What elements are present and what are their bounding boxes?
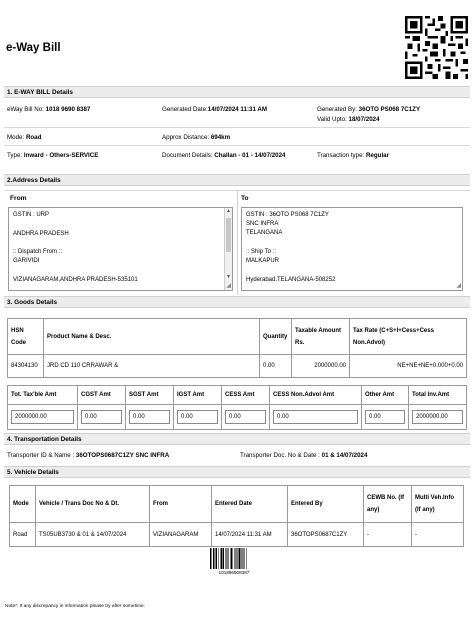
totals-col: Other Amt bbox=[362, 386, 409, 405]
to-line: TELANGANA bbox=[246, 230, 283, 236]
section-goods-header: 3. Goods Details bbox=[4, 296, 470, 308]
qr-code bbox=[405, 16, 468, 79]
bill-no-value: 1018 9690 8387 bbox=[45, 106, 91, 113]
goods-taxable: 2000000.00 bbox=[292, 355, 350, 378]
to-line: Hyderabad,TELANGANA-508252 bbox=[246, 277, 336, 283]
from-line: VIZIANAGARAM,ANDHRA PRADESH-535101 bbox=[13, 277, 138, 283]
transporter-doc-row bbox=[240, 452, 367, 459]
from-scrollbar[interactable] bbox=[224, 208, 232, 290]
transporter-id-label: Transporter ID & Name : bbox=[7, 452, 75, 459]
totals-col: CESS Non.Advol Amt bbox=[270, 386, 362, 405]
valid-upto-label: Valid Upto: bbox=[317, 116, 347, 123]
vehicle-col-multi: Multi Veh.Info (If any) bbox=[412, 486, 464, 523]
totals-col: SGST Amt bbox=[126, 386, 174, 405]
distance-label: Approx Distance: bbox=[162, 134, 210, 141]
vehicle-col-entered-by: Entered By bbox=[288, 486, 364, 523]
from-heading: From bbox=[10, 195, 27, 202]
generated-date-row bbox=[162, 106, 267, 113]
to-address-textarea[interactable] bbox=[241, 207, 463, 291]
document-details-value: Challan - 01 - 14/07/2024 bbox=[214, 152, 286, 159]
bill-no-label: eWay Bill No: bbox=[7, 106, 44, 113]
cgst-field[interactable]: 0.00 bbox=[81, 410, 122, 424]
section-vehicle-header: 5. Vehicle Details bbox=[4, 466, 470, 478]
section-address-header: 2.Address Details bbox=[4, 174, 470, 186]
valid-upto-row bbox=[317, 116, 380, 123]
to-line: GSTIN : 36OTO PS068 7C1ZY bbox=[246, 212, 329, 218]
goods-col-product: Product Name & Desc. bbox=[44, 319, 260, 355]
other-amount-field[interactable]: 0.00 bbox=[365, 410, 405, 424]
cess-nonadvol-field[interactable]: 0.00 bbox=[273, 410, 358, 424]
generated-by-value: 36OTO PS068 7C1ZY bbox=[358, 106, 421, 113]
totals-cell bbox=[8, 405, 78, 430]
goods-product: JRD CD 110 CRRAWAR & bbox=[44, 355, 260, 378]
vehicle-from: VIZIANAGARAM bbox=[150, 523, 212, 547]
vehicle-col-cewb: CEWB No. (If any) bbox=[364, 486, 412, 523]
resize-grip-icon[interactable]: ◢ bbox=[456, 283, 461, 289]
distance-row bbox=[162, 134, 230, 141]
generated-by-row bbox=[317, 106, 420, 113]
totals-cell bbox=[409, 405, 467, 430]
goods-col-quantity: Quantity bbox=[260, 319, 292, 355]
vehicle-entered-by: 36OTOPS0687C1ZY bbox=[288, 523, 364, 547]
resize-grip-icon[interactable]: ◢ bbox=[226, 283, 231, 289]
vehicle-doc: TS05UB3730 & 01 & 14/07/2024 bbox=[36, 523, 150, 547]
page-title: e-Way Bill bbox=[6, 42, 61, 54]
document-details-label: Document Details: bbox=[162, 152, 213, 159]
totals-header-row bbox=[8, 386, 467, 405]
to-line: MALKAPUR bbox=[246, 258, 280, 264]
table-row bbox=[8, 405, 467, 430]
from-line: :: Dispatch From :: bbox=[13, 249, 63, 255]
scroll-down-icon[interactable]: ▼ bbox=[226, 274, 231, 280]
totals-cell bbox=[222, 405, 270, 430]
goods-col-hsn: HSN Code bbox=[8, 319, 44, 355]
vehicle-multi: - bbox=[412, 523, 464, 547]
section-ewb-details-header: 1. E-WAY BILL Details bbox=[4, 86, 470, 98]
goods-quantity: 0.00 bbox=[260, 355, 292, 378]
goods-header-row bbox=[8, 319, 467, 355]
scroll-thumb[interactable] bbox=[226, 218, 231, 252]
type-row bbox=[7, 152, 98, 159]
totals-col: Tot. Tax'ble Amt bbox=[8, 386, 78, 405]
to-line: SNC INFRA bbox=[246, 221, 279, 227]
totals-col: IGST Amt bbox=[174, 386, 222, 405]
transaction-type-row bbox=[317, 152, 389, 159]
mode-row bbox=[7, 134, 41, 141]
to-heading: To bbox=[241, 195, 249, 202]
goods-hsn: 84304130 bbox=[8, 355, 44, 378]
vehicle-col-doc: Vehicle / Trans Doc No & Dt. bbox=[36, 486, 150, 523]
generated-date-value: 14/07/2024 11:31 AM bbox=[207, 106, 268, 113]
transporter-doc-label: Transporter Doc. No & Date : bbox=[240, 452, 320, 459]
from-line: ANDHRA PRADESH bbox=[13, 231, 69, 237]
igst-field[interactable]: 0.00 bbox=[177, 410, 218, 424]
transporter-id-value: 36OTOPS0687C1ZY SNC INFRA bbox=[75, 452, 170, 459]
totals-table bbox=[7, 385, 467, 430]
divider bbox=[4, 127, 470, 128]
goods-taxrate: NE+NE+NE+0.000+0.00 bbox=[350, 355, 467, 378]
transaction-type-label: Transaction type: bbox=[317, 152, 365, 159]
vehicle-header-row bbox=[10, 486, 464, 523]
totals-cell bbox=[174, 405, 222, 430]
totals-cell bbox=[270, 405, 362, 430]
totals-col: CGST Amt bbox=[78, 386, 126, 405]
type-value: Inward - Others-SERVICE bbox=[23, 152, 99, 159]
totals-col: Total Inv.Amt bbox=[409, 386, 467, 405]
footer-note: Note*: If any discrepancy in information please try after sometime. bbox=[5, 604, 145, 609]
valid-upto-value: 18/07/2024 bbox=[348, 116, 380, 123]
vehicle-col-mode: Mode bbox=[10, 486, 36, 523]
column-divider bbox=[237, 190, 238, 295]
goods-table bbox=[7, 318, 467, 378]
distance-value: 694km bbox=[210, 134, 231, 141]
table-row bbox=[10, 523, 464, 547]
from-line: GSTIN : URP bbox=[13, 212, 50, 218]
mode-label: Mode: bbox=[7, 134, 25, 141]
vehicle-mode: Road bbox=[10, 523, 36, 547]
cess-field[interactable]: 0.00 bbox=[225, 410, 266, 424]
total-invoice-field[interactable]: 2000000.00 bbox=[412, 410, 463, 424]
vehicle-col-entered-date: Entered Date bbox=[212, 486, 288, 523]
transaction-type-value: Regular bbox=[365, 152, 390, 159]
barcode bbox=[210, 548, 258, 569]
barcode-number: 101896908387 bbox=[218, 570, 250, 575]
generated-date-label: Generated Date: bbox=[162, 106, 208, 113]
divider bbox=[4, 145, 470, 146]
vehicle-table bbox=[9, 485, 464, 547]
mode-value: Road bbox=[25, 134, 42, 141]
generated-by-label: Generated By: bbox=[317, 106, 357, 113]
vehicle-col-from: From bbox=[150, 486, 212, 523]
total-taxable-field[interactable]: 2000000.00 bbox=[11, 410, 74, 424]
to-line: :: Ship To :: bbox=[246, 249, 276, 255]
totals-cell bbox=[78, 405, 126, 430]
table-row bbox=[8, 355, 467, 378]
transporter-id-row bbox=[7, 452, 169, 459]
totals-cell bbox=[126, 405, 174, 430]
scroll-up-icon[interactable]: ▲ bbox=[226, 208, 231, 214]
vehicle-entered-date: 14/07/2024 11:31 AM bbox=[212, 523, 288, 547]
transporter-doc-value: 01 & 14/07/2024 bbox=[321, 452, 368, 459]
section-transport-header: 4. Transportation Details bbox=[4, 433, 470, 445]
vehicle-cewb: - bbox=[364, 523, 412, 547]
bill-no-row bbox=[7, 106, 90, 113]
sgst-field[interactable]: 0.00 bbox=[129, 410, 170, 424]
type-label: Type: bbox=[7, 152, 23, 159]
goods-col-taxrate: Tax Rate (C+S+I+Cess+Cess Non.Advol) bbox=[350, 319, 467, 355]
from-line: GARIVIDI bbox=[13, 258, 40, 264]
goods-col-taxable: Taxable Amount Rs. bbox=[292, 319, 350, 355]
totals-col: CESS Amt bbox=[222, 386, 270, 405]
totals-cell bbox=[362, 405, 409, 430]
document-details-row bbox=[162, 152, 286, 159]
from-address-textarea[interactable] bbox=[8, 207, 233, 291]
